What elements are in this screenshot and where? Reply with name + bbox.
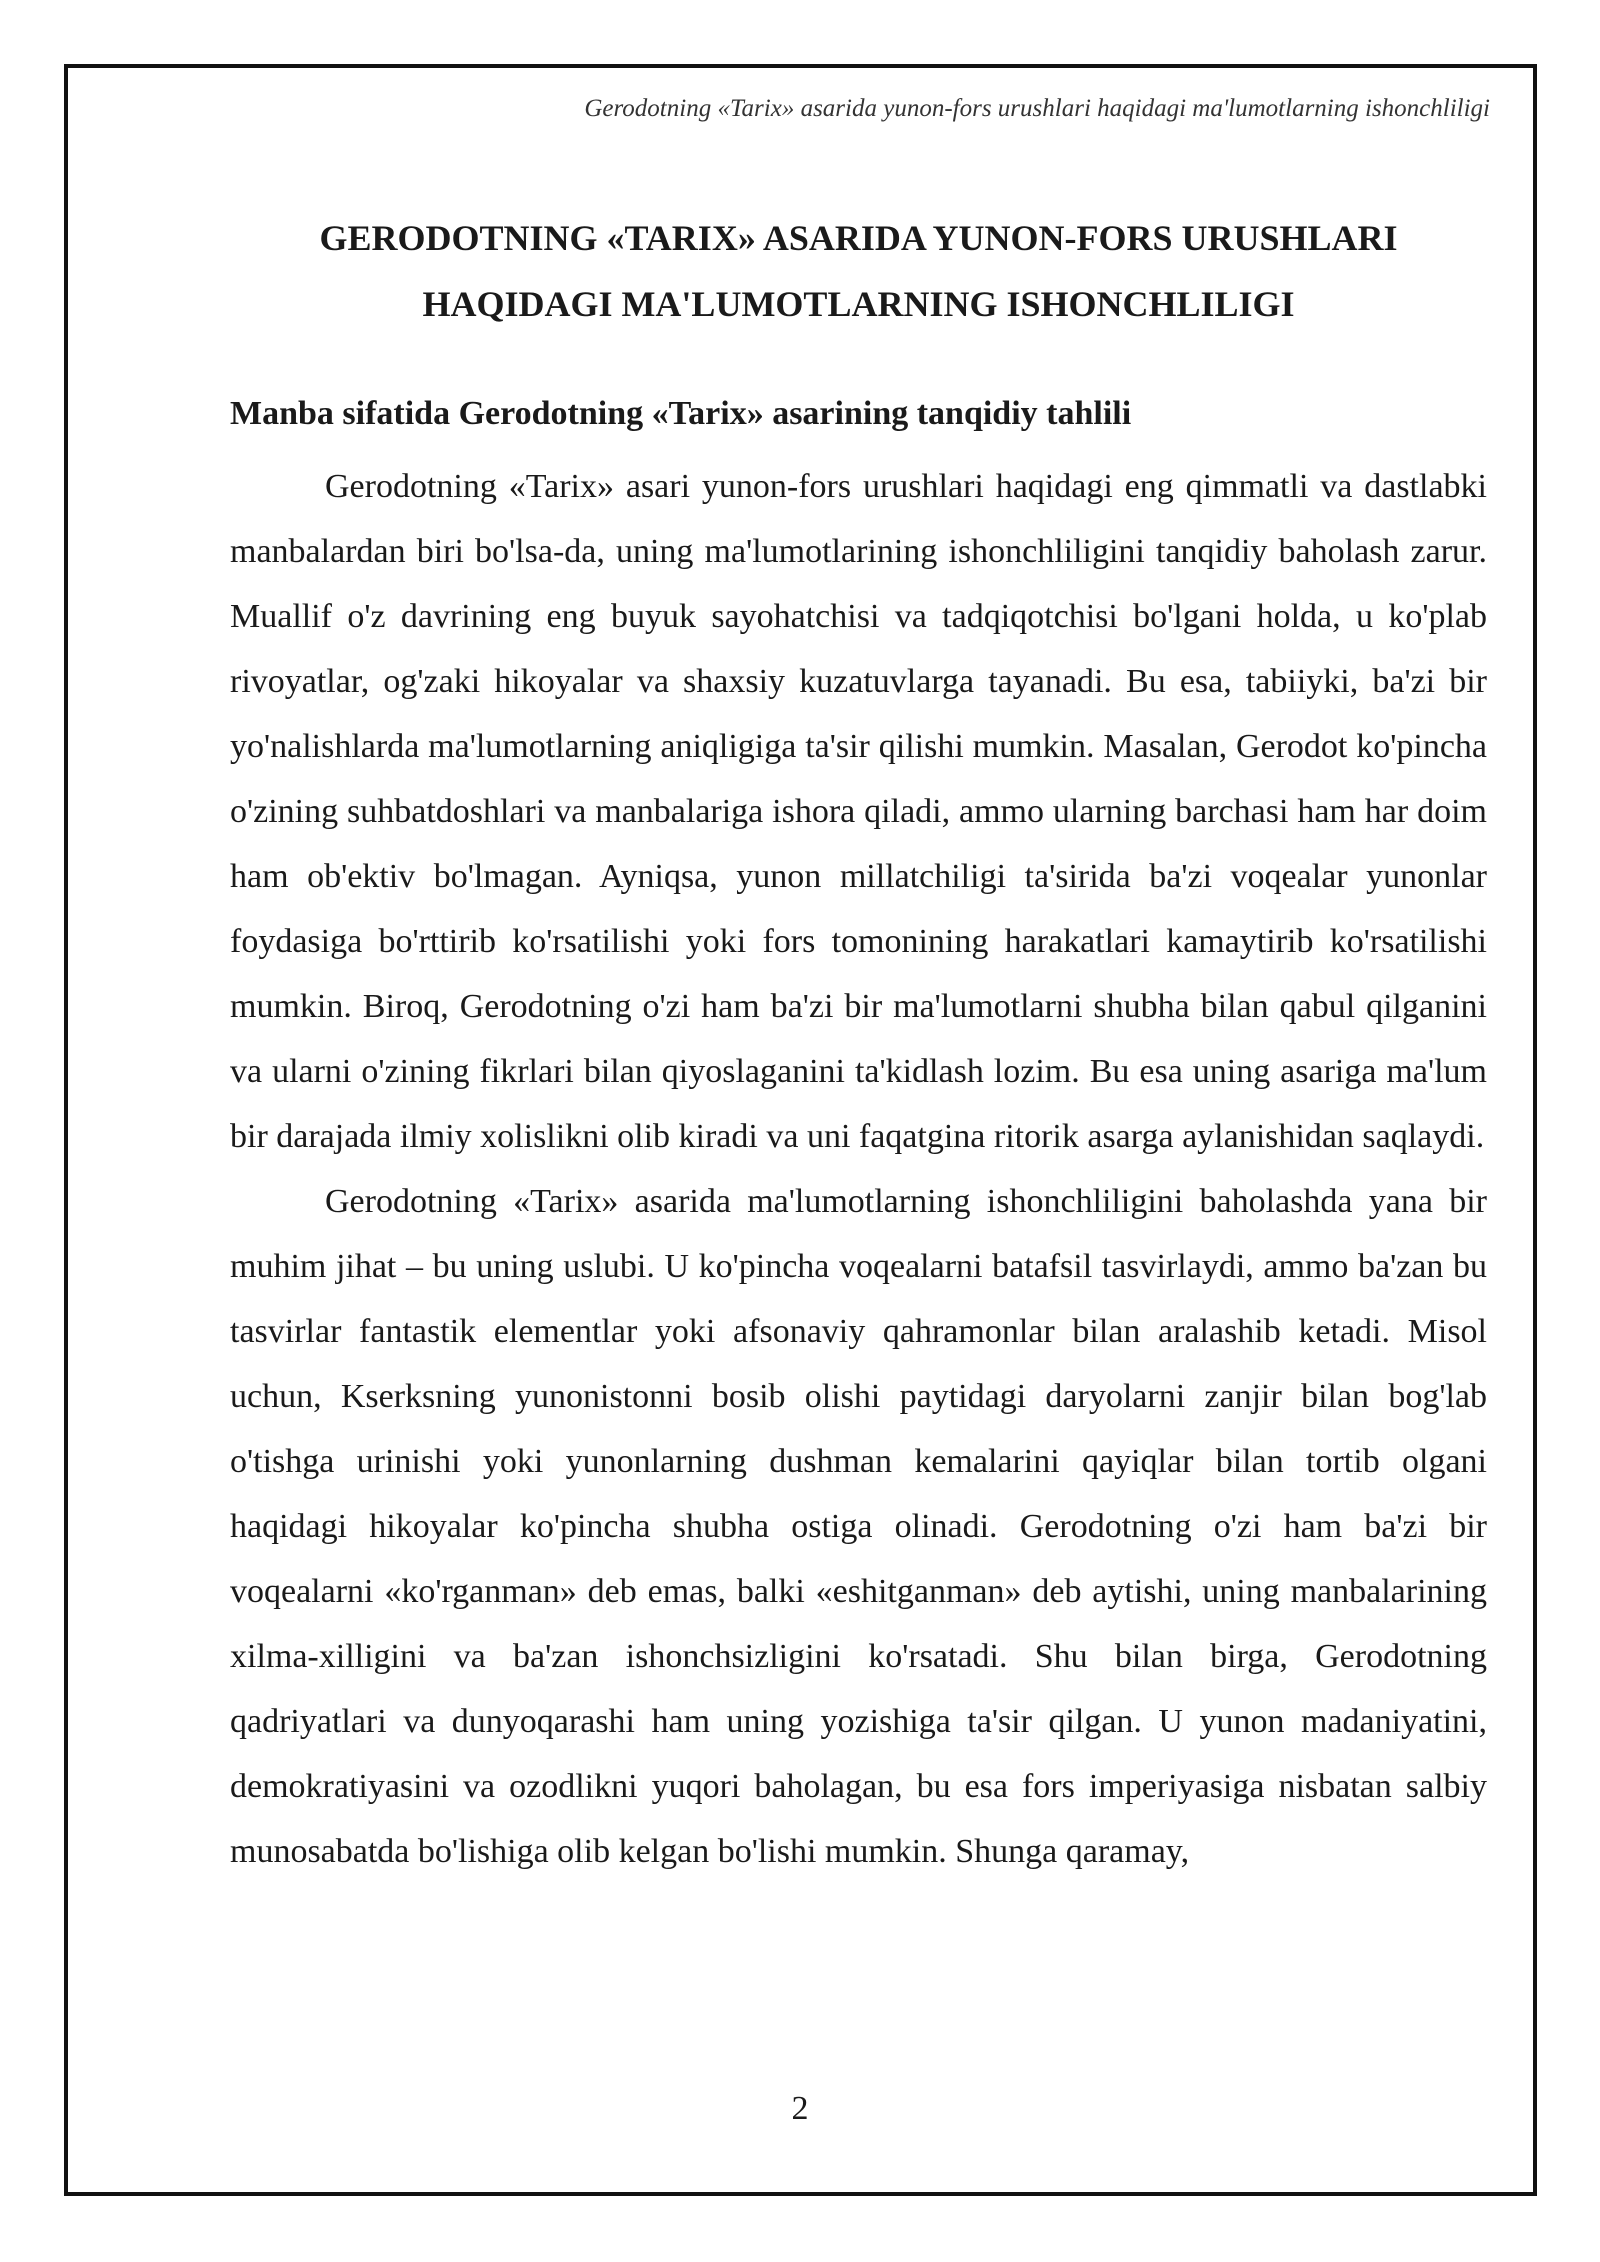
document-title-line-1: GERODOTNING «TARIX» ASARIDA YUNON-FORS URUSHLARI <box>319 218 1398 258</box>
paragraph-2: Gerodotning «Tarix» asarida ma'lumotlarning ishonchliligini baholashda yana bir muhim jihat – bu uning uslubi. U ko'pincha voqealarni batafsil tasvirlaydi, ammo ba'zan bu tasvirlar fantastik elementlar yoki afsonaviy qahramonlar bilan aralashib ketadi. Misol uchun, Kserksning yunonistonni bosib olishi paytidagi daryolarni zanjir bilan bog'lab o'tishga urinishi yoki yunonlarning dushman kemalarini qayiqlar bilan tortib olgani haqidagi hikoyalar ko'pincha shubha ostiga olinadi. Gerodotning o'zi ham ba'zi bir voqealarni «ko'rganman» deb emas, balki «eshitganman» deb aytishi, uning manbalarining xilma-xilligini va ba'zan ishonchsizligini ko'rsatadi. Shu bilan birga, Gerodotning qadriyatlari va dunyoqarashi ham uning yozishiga ta'sir qilgan. U yunon madaniyatini, demokratiyasini va ozodlikni yuqori baholagan, bu esa fors imperiyasiga nisbatan salbiy munosabatda bo'lishiga olib kelgan bo'lishi mumkin. Shunga qaramay, <box>230 1183 1487 1870</box>
document-title-line-2: HAQIDAGI MA'LUMOTLARNING ISHONCHLILIGI <box>422 284 1295 324</box>
page-number: 2 <box>791 2090 809 2127</box>
document-title <box>230 205 1487 337</box>
document-body <box>230 384 1487 1884</box>
running-header: Gerodotning «Tarix» asarida yunon-fors urushlari haqidagi ma'lumotlarning ishonchliligi <box>584 95 1490 122</box>
paragraph-1: Gerodotning «Tarix» asari yunon-fors urushlari haqidagi eng qimmatli va dastlabki manbalardan biri bo'lsa-da, uning ma'lumotlarining ishonchliligini tanqidiy baholash zarur. Muallif o'z davrining eng buyuk sayohatchisi va tadqiqotchisi bo'lgani holda, u ko'plab rivoyatlar, og'zaki hikoyalar va shaxsiy kuzatuvlarga tayanadi. Bu esa, tabiiyki, ba'zi bir yo'nalishlarda ma'lumotlarning aniqligiga ta'sir qilishi mumkin. Masalan, Gerodot ko'pincha o'zining suhbatdoshlari va manbalariga ishora qiladi, ammo ularning barchasi ham har doim ham ob'ektiv bo'lmagan. Ayniqsa, yunon millatchiligi ta'sirida ba'zi voqealar yunonlar foydasiga bo'rttirib ko'rsatilishi yoki fors tomonining harakatlari kamaytirib ko'rsatilishi mumkin. Biroq, Gerodotning o'zi ham ba'zi bir ma'lumotlarni shubha bilan qabul qilganini va ularni o'zining fikrlari bilan qiyoslaganini ta'kidlash lozim. Bu esa uning asariga ma'lum bir darajada ilmiy xolislikni olib kiradi va uni faqatgina ritorik asarga aylanishidan saqlaydi. <box>230 468 1487 1155</box>
section-heading: Manba sifatida Gerodotning «Tarix» asarining tanqidiy tahlili <box>230 395 1132 432</box>
